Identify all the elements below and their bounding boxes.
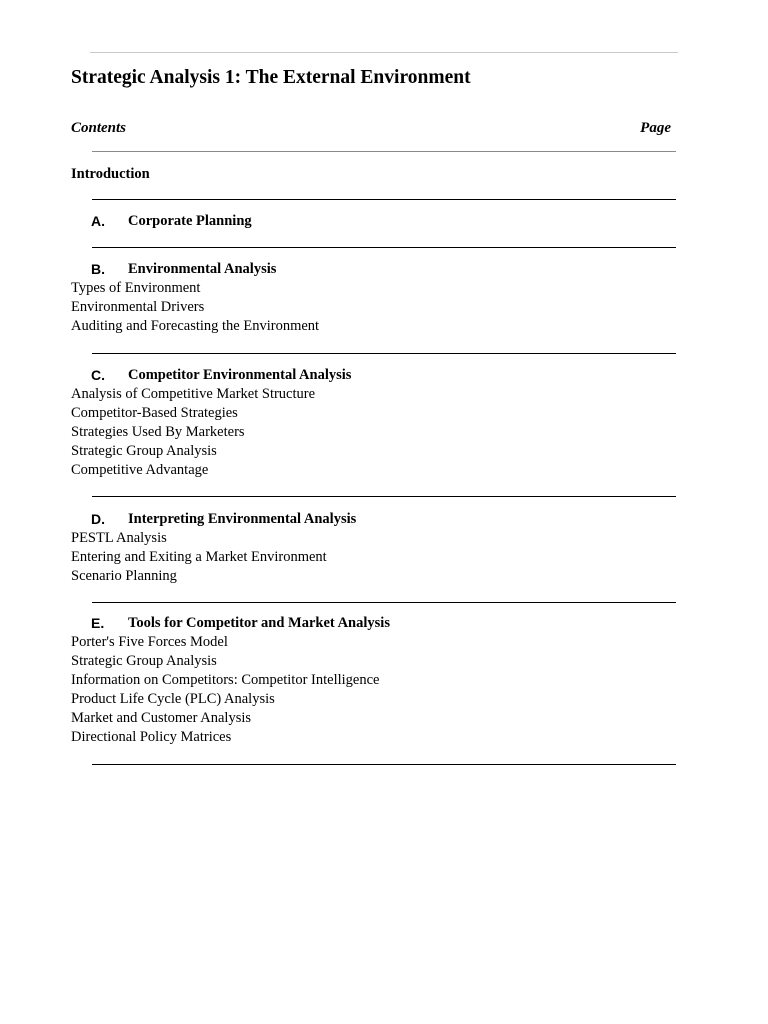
list-item: Competitive Advantage: [71, 462, 209, 478]
section-heading: [71, 510, 691, 529]
section-letter: A.: [91, 213, 105, 229]
bottom-divider: [92, 764, 676, 765]
section-letter: D.: [91, 511, 105, 527]
list-item: Market and Customer Analysis: [71, 710, 252, 726]
introduction-entry: Introduction: [71, 166, 150, 182]
section-e: [71, 614, 691, 747]
section-title: Competitor Environmental Analysis: [128, 367, 352, 383]
section-heading: [71, 212, 691, 231]
section-title: Tools for Competitor and Market Analysis: [128, 615, 390, 631]
section-divider: [92, 199, 676, 200]
section-heading: [71, 366, 691, 385]
list-item: Types of Environment: [71, 280, 201, 296]
list-item: Strategic Group Analysis: [71, 653, 217, 669]
section-d: [71, 510, 691, 586]
list-item: Strategic Group Analysis: [71, 443, 217, 459]
section-a: [71, 212, 691, 231]
section-item-list: [71, 529, 691, 586]
list-item: Scenario Planning: [71, 568, 177, 584]
top-divider: [90, 52, 678, 53]
section-letter: B.: [91, 261, 105, 277]
section-divider: [92, 496, 676, 497]
section-title: Environmental Analysis: [128, 261, 277, 277]
list-item: Product Life Cycle (PLC) Analysis: [71, 691, 275, 707]
contents-header-divider: [92, 151, 676, 152]
section-letter: E.: [91, 615, 105, 631]
list-item: Entering and Exiting a Market Environment: [71, 549, 327, 565]
contents-label: Contents: [71, 120, 127, 136]
section-heading: [71, 614, 691, 633]
section-title: Interpreting Environmental Analysis: [128, 511, 357, 527]
section-letter: C.: [91, 367, 105, 383]
list-item: Environmental Drivers: [71, 299, 205, 315]
list-item: Competitor-Based Strategies: [71, 405, 238, 421]
list-item: Analysis of Competitive Market Structure: [71, 386, 316, 402]
list-item: Auditing and Forecasting the Environment: [71, 318, 320, 334]
section-c: [71, 366, 691, 480]
section-divider: [92, 247, 676, 248]
list-item: PESTL Analysis: [71, 530, 167, 546]
list-item: Porter's Five Forces Model: [71, 634, 228, 650]
section-item-list: [71, 633, 691, 747]
document-title: Strategic Analysis 1: The External Environment: [71, 67, 471, 88]
section-b: [71, 260, 691, 336]
section-item-list: [71, 385, 691, 480]
section-heading: [71, 260, 691, 279]
section-divider: [92, 602, 676, 603]
section-item-list: [71, 279, 691, 336]
section-title: Corporate Planning: [128, 213, 252, 229]
list-item: Information on Competitors: Competitor Intelligence: [71, 672, 380, 688]
contents-header: [71, 120, 671, 138]
list-item: Directional Policy Matrices: [71, 729, 232, 745]
list-item: Strategies Used By Marketers: [71, 424, 245, 440]
section-divider: [92, 353, 676, 354]
page-column-label: Page: [640, 120, 671, 136]
